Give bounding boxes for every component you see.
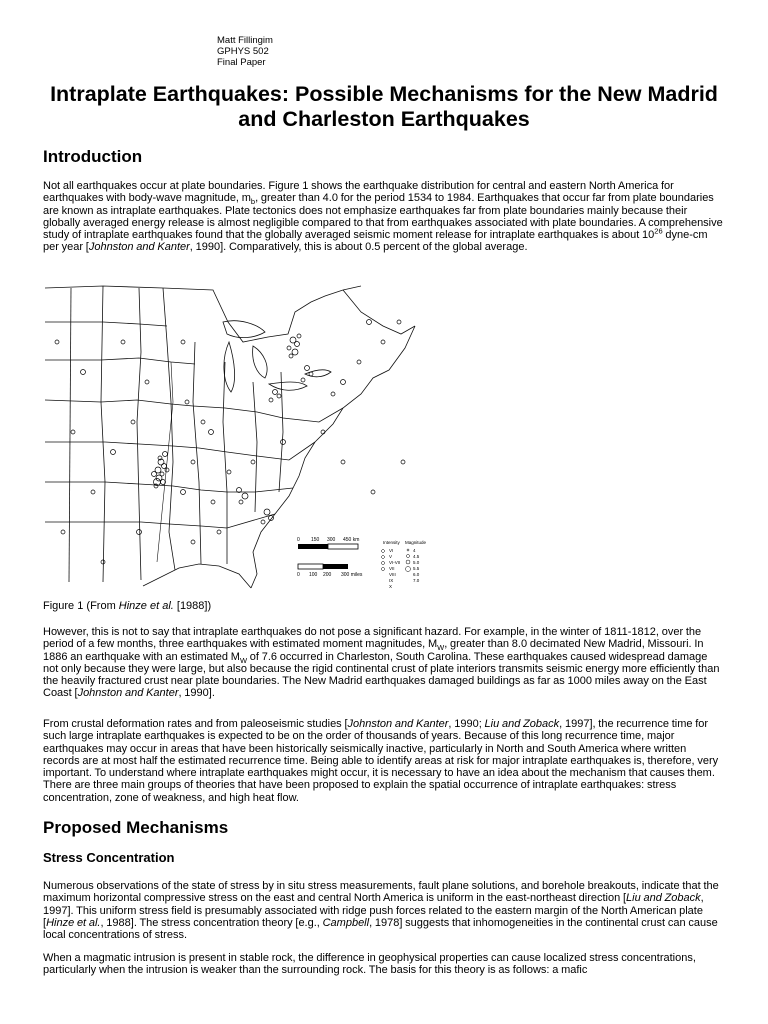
intro-paragraph-3: From crustal deformation rates and from paleoseismic studies [Johnston and Kanter, 1990; Liu and Zoback, 1997], the recurrence time for such large intraplate earthquakes is expected to be on the order of thousands of years. Because of this long recurrence time, major earthquakes may occur in areas that have been historically seismically inactive, particularly in North and South America where written records are at most half the estimated recurrence time. Being able to identify areas at risk for major intraplate earthquakes is, therefore, very important. To understand where intraplate earthquakes might occur, it is necessary to have an idea about the mechanism that causes them. There are three main groups of theories that have been proposed to explain the spatial occurrence of intraplate earthquakes: stress concentration, zone of weakness, and high heat flow.: [43, 718, 719, 804]
svg-text:VI: VI: [389, 548, 394, 553]
svg-text:7.0: 7.0: [413, 578, 420, 583]
author-name: Matt Fillingim: [217, 35, 273, 46]
svg-text:6.0: 6.0: [413, 572, 420, 577]
svg-text:X: X: [389, 584, 393, 589]
intro-paragraph-1: Not all earthquakes occur at plate boundaries. Figure 1 shows the earthquake distribution for central and eastern North America for earthquakes with body-wave magnitude, $m_b$, greater than 4.0 for the period 1534 to 1984. Earthquakes that occur far from plate boundaries are known as intraplate earthquakes. Plate tectonics does not emphasize earthquakes far from plate boundaries mainly because their globally averaged energy release is almost negligible compared to that from earthquakes associated with plate boundaries. A comprehensive study of intraplate earthquakes found that the globally averaged seismic moment release for intraplate earthquakes is about $10^{26}$ dyne-cm per year [Johnston and Kanter, 1990]. Comparatively, this is about 0.5 percent of the global average.: [43, 180, 723, 254]
section-heading-proposed-mechanisms: Proposed Mechanisms: [43, 818, 229, 837]
svg-text:Magnitude: Magnitude: [405, 540, 427, 545]
svg-text:150: 150: [311, 537, 320, 543]
svg-text:VII: VII: [389, 566, 395, 571]
svg-text:0: 0: [297, 572, 300, 578]
svg-text:4: 4: [413, 548, 416, 553]
subsection-heading-stress-concentration: Stress Concentration: [43, 850, 175, 865]
svg-text:450 km: 450 km: [343, 537, 360, 543]
svg-text:VIII: VIII: [389, 572, 396, 577]
mechanisms-paragraph-2: When a magmatic intrusion is present in stable rock, the difference in geophysical properties can cause localized stress concentrations, particularly when the intrusion is weaker than the surrounding rock. The basis for this theory is as follows: a mafic: [43, 952, 696, 977]
course-code: GPHYS 502: [217, 46, 269, 57]
svg-text:300 miles: 300 miles: [341, 572, 363, 578]
intro-paragraph-2: However, this is not to say that intraplate earthquakes do not pose a significant hazard. For example, in the winter of 1811-1812, over the period of a few months, three earthquakes with estimated moment magnitudes, $M_W$, greater than 8.0 decimated New Madrid, Missouri. In 1886 an earthquake with an estimated $M_W$ of 7.6 occurred in Charleston, South Carolina. These earthquakes caused widespread damage not only because they were large, but also because the rigid continental crust of plate interiors transmits seismic energy more efficiently than the heavily fractured crust near plate boundaries. The New Madrid earthquakes damaged buildings as far as 1000 miles away on the East Coast [Johnston and Kanter, 1990].: [43, 626, 720, 700]
svg-text:VI-VII: VI-VII: [389, 560, 401, 565]
earthquake-map-figure: [43, 282, 433, 592]
paper-title: Intraplate Earthquakes: Possible Mechanisms for the New Madrid and Charleston Earthquakes: [50, 82, 718, 131]
document-type: Final Paper: [217, 57, 266, 68]
earthquake-map: [43, 282, 433, 592]
svg-text:300: 300: [327, 537, 336, 543]
svg-text:V: V: [389, 554, 393, 559]
svg-text:200: 200: [323, 572, 332, 578]
svg-text:4.5: 4.5: [413, 554, 420, 559]
svg-text:100: 100: [309, 572, 318, 578]
section-heading-introduction: Introduction: [43, 147, 143, 166]
svg-text:IX: IX: [389, 578, 394, 583]
svg-text:0: 0: [297, 537, 300, 543]
author-block: [217, 35, 273, 68]
figure-caption: Figure 1 (From Hinze et al. [1988]): [43, 600, 212, 612]
svg-text:5.0: 5.0: [413, 560, 420, 565]
map-scale: [297, 537, 363, 578]
map-legend: [381, 540, 427, 589]
mechanisms-paragraph-1: Numerous observations of the state of stress by in situ stress measurements, fault plane solutions, and borehole breakouts, indicate that the maximum horizontal compressive stress on the east and central North America is uniform in the east-northeast direction [Liu and Zoback, 1997]. This uniform stress field is presumably associated with ridge push forces related to the eastern margin of the North American plate [Hinze et al., 1988]. The stress concentration theory [e.g., Campbell, 1978] suggests that inhomogeneities in the continental crust can cause local concentrations of stress.: [43, 880, 719, 942]
svg-text:5.5: 5.5: [413, 566, 420, 571]
svg-text:Intensity: Intensity: [383, 540, 400, 545]
